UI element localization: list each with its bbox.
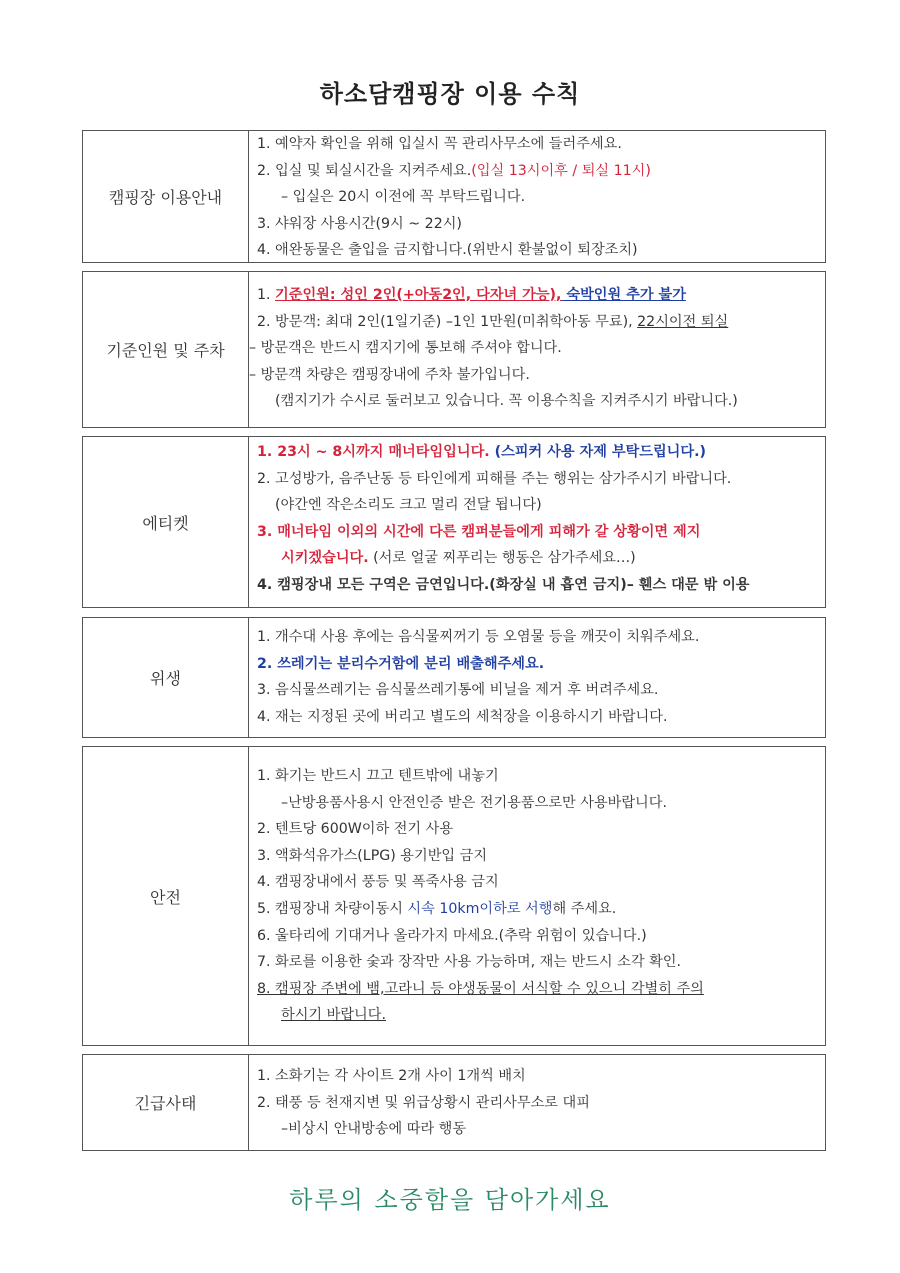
rule-highlight: (스피커 사용 자제 부탁드립니다.) (489, 444, 706, 460)
section-camping-guide (82, 130, 826, 263)
section-emergency (82, 1054, 826, 1151)
section-label: 위생 (83, 618, 249, 737)
rule-text: 2. 입실 및 퇴실시간을 지켜주세요. (257, 162, 472, 179)
rule-highlight: 1. 23시 ~ 8시까지 매너타임입니다. (257, 444, 490, 460)
rule-line: 6. 울타리에 기대거나 올라가지 마세요.(추락 위험이 있습니다.) (257, 927, 647, 944)
rule-line: –비상시 안내방송에 따라 행동 (281, 1121, 467, 1138)
section-content (249, 618, 825, 737)
rule-line: 3. 액화석유가스(LPG) 용기반입 금지 (257, 847, 488, 864)
rule-line: 1. 화기는 반드시 끄고 텐트밖에 내놓기 (257, 768, 499, 784)
section-capacity-parking (82, 271, 826, 428)
rule-line: 2. 고성방가, 음주난동 등 타인에게 피해를 주는 행위는 삼가주시기 바랍니다. (257, 470, 732, 487)
rule-line: – 방문객 차량은 캠핑장내에 주차 불가입니다. (249, 366, 530, 383)
rule-highlight: 기준인원: 성인 2인(+아동2인, 다자녀 가능), (275, 287, 562, 303)
rule-highlight: 시키겠습니다. (281, 550, 369, 567)
section-label: 캠핑장 이용안내 (83, 131, 249, 262)
rule-highlight: 숙박인원 추가 불가 (561, 287, 686, 303)
section-hygiene (82, 617, 826, 738)
rule-line (257, 309, 821, 336)
rule-line (257, 545, 821, 572)
rule-text: 1. (257, 287, 276, 303)
rule-line (257, 1002, 821, 1029)
rule-line: 1. 개수대 사용 후에는 음식물찌꺼기 등 오염물 등을 깨끗이 치워주세요. (257, 629, 700, 645)
section-etiquette (82, 436, 826, 608)
section-safety (82, 746, 826, 1046)
rule-line: 2. 텐트당 600W이하 전기 사용 (257, 821, 454, 838)
section-content (249, 747, 825, 1045)
rule-line (257, 896, 821, 923)
rule-text: 8. 캠핑장 주변에 뱀,고라니 등 야생동물이 서식할 수 있으니 각별히 주의 (257, 980, 704, 997)
rule-line: 4. 재는 지정된 곳에 버리고 별도의 세척장을 이용하시기 바랍니다. (257, 708, 668, 725)
rule-line (257, 158, 821, 185)
rule-text: 해 주세요. (552, 900, 617, 917)
rule-highlight: 22시이전 퇴실 (637, 313, 729, 330)
page-title: 하소담캠핑장 이용 수칙 (319, 80, 581, 108)
rule-line: 2. 쓰레기는 분리수거함에 분리 배출해주세요. (257, 655, 545, 672)
rule-line (257, 439, 821, 466)
rule-line: 1. 소화기는 각 사이트 2개 사이 1개씩 배치 (257, 1068, 526, 1084)
section-label: 안전 (83, 747, 249, 1045)
rule-line: 4. 애완동물은 출입을 금지합니다.(위반시 환불없이 퇴장조치) (257, 242, 638, 259)
section-label: 긴급사태 (83, 1055, 249, 1150)
rule-highlight: (입실 13시이후 / 퇴실 11시) (471, 162, 651, 179)
rule-line (257, 282, 821, 309)
rule-text: 5. 캠핑장내 차량이동시 (257, 900, 408, 917)
rule-line: 1. 예약자 확인을 위해 입실시 꼭 관리사무소에 들러주세요. (257, 136, 622, 152)
section-content (249, 1055, 825, 1150)
rule-text: 하시기 바랍니다. (281, 1007, 386, 1024)
rule-text: (서로 얼굴 찌푸리는 행동은 삼가주세요…) (368, 550, 636, 567)
footer-slogan: 하루의 소중함을 담아가세요 (289, 1186, 611, 1214)
section-content (249, 131, 825, 262)
rule-line: –난방용품사용시 안전인증 받은 전기용품으로만 사용바랍니다. (281, 794, 667, 811)
rule-line: – 방문객은 반드시 캠지기에 통보해 주셔야 합니다. (249, 340, 562, 357)
rule-line (257, 976, 821, 1003)
rule-line: 4. 캠핑장내 모든 구역은 금연입니다.(화장실 내 흡연 금지)– 휀스 대문 밖 이용 (257, 576, 750, 593)
section-label: 기준인원 및 주차 (83, 272, 249, 427)
rule-line: 3. 샤워장 사용시간(9시 ~ 22시) (257, 215, 462, 232)
section-content (249, 272, 825, 427)
rule-line: – 입실은 20시 이전에 꼭 부탁드립니다. (281, 189, 526, 206)
rule-line: (캠지기가 수시로 둘러보고 있습니다. 꼭 이용수칙을 지켜주시기 바랍니다.) (275, 393, 738, 410)
section-label: 에티켓 (83, 437, 249, 607)
rule-line: 7. 화로를 이용한 숯과 장작만 사용 가능하며, 재는 반드시 소각 확인. (257, 954, 681, 971)
rule-line: (야간엔 작은소리도 크고 멀리 전달 됩니다) (275, 497, 542, 514)
rule-text: 2. 방문객: 최대 2인(1일기준) –1인 1만원(미취학아동 무료), (257, 313, 638, 330)
rule-highlight: 시속 10km이하로 서행 (407, 900, 553, 917)
rule-line: 3. 음식물쓰레기는 음식물쓰레기통에 비닐을 제거 후 버려주세요. (257, 682, 659, 699)
rule-line: 3. 매너타임 이외의 시간에 다른 캠퍼분들에게 피해가 갈 상황이면 제지 (257, 523, 701, 540)
rule-line: 4. 캠핑장내에서 풍등 및 폭죽사용 금지 (257, 874, 499, 891)
rule-line: 2. 태풍 등 천재지변 및 위급상황시 관리사무소로 대피 (257, 1094, 590, 1111)
section-content (249, 437, 825, 607)
